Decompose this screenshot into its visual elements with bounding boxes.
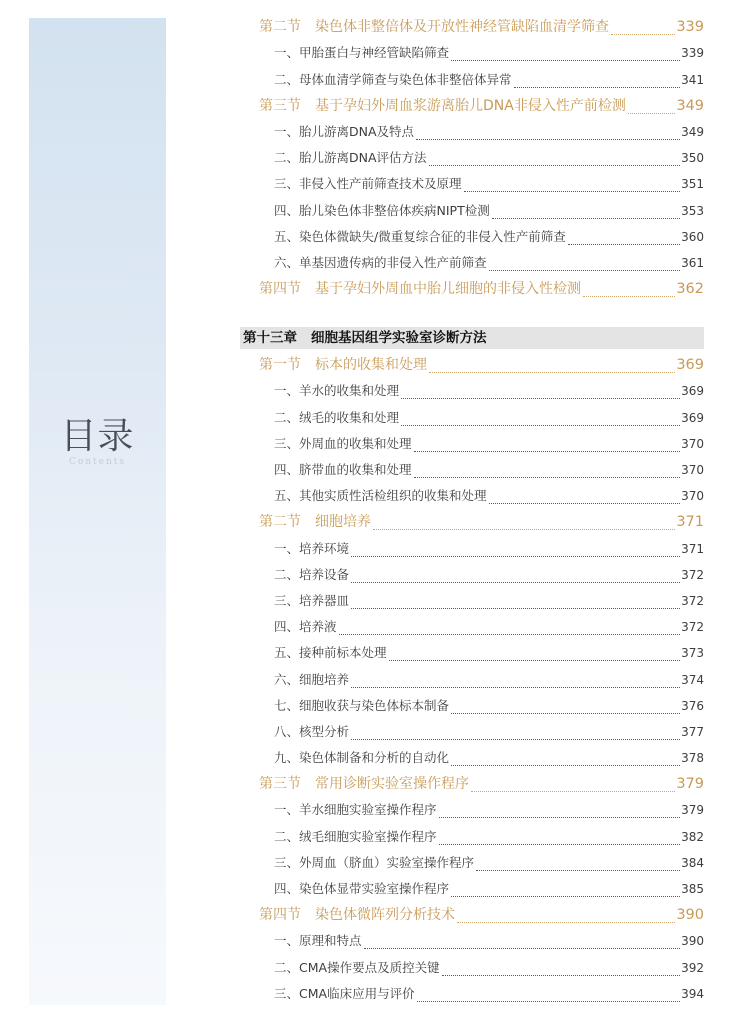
dot-leader — [416, 139, 680, 140]
dot-leader — [373, 529, 675, 530]
toc-item-entry[interactable] — [240, 562, 704, 588]
page-number: 350 — [681, 151, 704, 166]
toc-section-entry[interactable] — [240, 771, 704, 797]
page-number: 379 — [681, 803, 704, 818]
toc-item-entry[interactable] — [240, 876, 704, 902]
sidebar-panel — [29, 18, 166, 1005]
dot-leader — [492, 218, 680, 219]
toc-item-entry[interactable] — [240, 224, 704, 250]
entry-label: 一、羊水的收集和处理 — [274, 383, 400, 399]
toc-item-entry[interactable] — [240, 250, 704, 276]
page-number: 372 — [681, 567, 704, 582]
page-number: 390 — [676, 907, 704, 924]
page-number: 339 — [676, 19, 704, 36]
dot-leader — [417, 1001, 681, 1002]
dot-leader — [464, 191, 681, 192]
toc-item-entry[interactable] — [240, 483, 704, 509]
page-number: 384 — [681, 855, 704, 870]
toc-title-block — [29, 416, 166, 467]
entry-label: 三、非侵入性产前筛查技术及原理 — [274, 176, 462, 192]
dot-leader — [414, 451, 681, 452]
page-number: 369 — [681, 410, 704, 425]
chapter-spacer — [240, 302, 704, 327]
page-number: 394 — [681, 986, 704, 1001]
toc-section-entry[interactable] — [240, 14, 704, 40]
dot-leader — [401, 398, 680, 399]
toc-item-entry[interactable] — [240, 197, 704, 223]
entry-label: 六、单基因遗传病的非侵入性产前筛查 — [274, 254, 487, 270]
dot-leader — [351, 582, 680, 583]
entry-label: 八、核型分析 — [274, 723, 350, 739]
page-number: 362 — [676, 281, 704, 298]
dot-leader — [351, 687, 680, 688]
dot-leader — [351, 608, 680, 609]
toc-item-entry[interactable] — [240, 745, 704, 771]
page-number: 373 — [681, 646, 704, 661]
dot-leader — [451, 896, 680, 897]
entry-label: 九、染色体制备和分析的自动化 — [274, 750, 450, 766]
dot-leader — [351, 739, 680, 740]
dot-leader — [339, 634, 681, 635]
page-number: 369 — [676, 357, 704, 374]
dot-leader — [457, 922, 675, 923]
dot-leader — [364, 948, 681, 949]
toc-item-entry[interactable] — [240, 614, 704, 640]
page-number: 371 — [676, 514, 704, 531]
chapter-number: 第十三章 — [243, 330, 297, 347]
toc-item-entry[interactable] — [240, 40, 704, 66]
entry-label: 五、染色体微缺失/微重复综合征的非侵入性产前筛查 — [274, 228, 566, 244]
dot-leader — [401, 425, 680, 426]
dot-leader — [628, 113, 675, 114]
dot-leader — [414, 477, 681, 478]
entry-label: 七、细胞收获与染色体标本制备 — [274, 697, 450, 713]
toc-section-entry[interactable] — [240, 276, 704, 302]
toc-item-entry[interactable] — [240, 719, 704, 745]
chapter-title: 细胞基因组学实验室诊断方法 — [311, 330, 487, 347]
entry-label: 一、培养环境 — [274, 540, 350, 556]
dot-leader — [583, 296, 675, 297]
entry-label: 六、细胞培养 — [274, 671, 350, 687]
entry-label: 二、培养设备 — [274, 566, 350, 582]
page-number: 377 — [681, 724, 704, 739]
entry-label: 五、其他实质性活检组织的收集和处理 — [274, 488, 487, 504]
page-number: 390 — [681, 934, 704, 949]
entry-label: 一、原理和特点 — [274, 933, 362, 949]
entry-label: 三、外周血（脐血）实验室操作程序 — [274, 854, 475, 870]
entry-label: 二、CMA操作要点及质控关键 — [274, 959, 440, 975]
page-number: 341 — [681, 72, 704, 87]
toc-item-entry[interactable] — [240, 66, 704, 92]
toc-section-entry[interactable] — [240, 509, 704, 535]
entry-label: 二、绒毛细胞实验室操作程序 — [274, 828, 437, 844]
entry-label: 第四节 基于孕妇外周血中胎儿细胞的非侵入性检测 — [259, 281, 581, 298]
dot-leader — [439, 844, 681, 845]
dot-leader — [489, 270, 681, 271]
toc-item-entry[interactable] — [240, 850, 704, 876]
dot-leader — [389, 660, 681, 661]
dot-leader — [451, 713, 680, 714]
dot-leader — [568, 244, 680, 245]
page-number: 349 — [681, 124, 704, 139]
dot-leader — [429, 372, 675, 373]
toc-section-entry[interactable] — [240, 93, 704, 119]
entry-label: 三、外周血的收集和处理 — [274, 435, 412, 451]
toc-item-entry[interactable] — [240, 823, 704, 849]
dot-leader — [476, 870, 680, 871]
toc-item-entry[interactable] — [240, 378, 704, 404]
entry-label: 一、甲胎蛋白与神经管缺陷筛查 — [274, 45, 450, 61]
toc-section-entry[interactable] — [240, 902, 704, 928]
page-number: 360 — [681, 229, 704, 244]
entry-label: 四、染色体显带实验室操作程序 — [274, 881, 450, 896]
entry-label: 二、胎儿游离DNA评估方法 — [274, 150, 427, 166]
page-number: 382 — [681, 829, 704, 844]
toc-item-entry[interactable] — [240, 588, 704, 614]
dot-leader — [611, 34, 675, 35]
page-number: 371 — [681, 541, 704, 556]
entry-label: 第四节 染色体微阵列分析技术 — [259, 907, 455, 924]
dot-leader — [451, 765, 680, 766]
entry-label: 第一节 标本的收集和处理 — [259, 357, 427, 374]
toc-subtitle: Contents — [68, 457, 127, 467]
entry-label: 二、母体血清学筛查与染色体非整倍体异常 — [274, 71, 512, 87]
page-number: 372 — [681, 620, 704, 635]
page-number: 385 — [681, 882, 704, 896]
page-number: 339 — [681, 46, 704, 61]
toc-item-entry[interactable] — [240, 954, 704, 980]
toc-item-entry[interactable] — [240, 797, 704, 823]
page-number: 370 — [681, 436, 704, 451]
page-number: 370 — [681, 489, 704, 504]
page-number: 369 — [681, 384, 704, 399]
toc-item-entry[interactable] — [240, 693, 704, 719]
dot-leader — [442, 975, 681, 976]
entry-label: 第三节 常用诊断实验室操作程序 — [259, 776, 469, 793]
toc-item-entry[interactable] — [240, 145, 704, 171]
page-number: 379 — [676, 776, 704, 793]
dot-leader — [514, 87, 681, 88]
toc-item-entry[interactable] — [240, 171, 704, 197]
dot-leader — [489, 503, 681, 504]
chapter-heading[interactable] — [240, 327, 704, 349]
page-number: 376 — [681, 698, 704, 713]
entry-label: 一、羊水细胞实验室操作程序 — [274, 802, 437, 818]
dot-leader — [471, 791, 675, 792]
entry-label: 三、培养器皿 — [274, 592, 350, 608]
toc-item-entry[interactable] — [240, 928, 704, 954]
dot-leader — [429, 165, 681, 166]
toc-item-entry[interactable] — [240, 640, 704, 666]
page-number: 370 — [681, 463, 704, 477]
page-number: 392 — [681, 960, 704, 975]
toc-item-entry[interactable] — [240, 119, 704, 145]
dot-leader — [351, 556, 680, 557]
page-number: 372 — [681, 593, 704, 608]
page-number: 374 — [681, 672, 704, 687]
toc-item-entry[interactable] — [240, 535, 704, 561]
entry-label: 四、胎儿染色体非整倍体疾病NIPT检测 — [274, 202, 490, 218]
toc-item-entry[interactable] — [240, 457, 704, 483]
entry-label: 第三节 基于孕妇外周血浆游离胎儿DNA非侵入性产前检测 — [259, 97, 626, 114]
entry-label: 三、CMA临床应用与评价 — [274, 985, 415, 1001]
page-number: 378 — [681, 751, 704, 766]
entry-label: 第二节 染色体非整倍体及开放性神经管缺陷血清学筛查 — [259, 19, 609, 36]
toc-title: 目录 — [60, 416, 135, 457]
toc-item-entry[interactable] — [240, 981, 704, 1007]
toc-item-entry[interactable] — [240, 431, 704, 457]
toc-item-entry[interactable] — [240, 404, 704, 430]
entry-label: 四、培养液 — [274, 619, 337, 635]
entry-label: 四、脐带血的收集和处理 — [274, 462, 412, 477]
page-number: 351 — [681, 177, 704, 192]
toc-item-entry[interactable] — [240, 666, 704, 692]
page-number: 349 — [676, 97, 704, 114]
page-number: 361 — [681, 255, 704, 270]
entry-label: 二、绒毛的收集和处理 — [274, 409, 400, 425]
table-of-contents — [240, 14, 704, 1007]
toc-section-entry[interactable] — [240, 352, 704, 378]
dot-leader — [451, 60, 680, 61]
dot-leader — [439, 817, 681, 818]
entry-label: 五、接种前标本处理 — [274, 645, 387, 661]
page-number: 353 — [681, 203, 704, 218]
entry-label: 第二节 细胞培养 — [259, 514, 371, 531]
entry-label: 一、胎儿游离DNA及特点 — [274, 123, 415, 139]
